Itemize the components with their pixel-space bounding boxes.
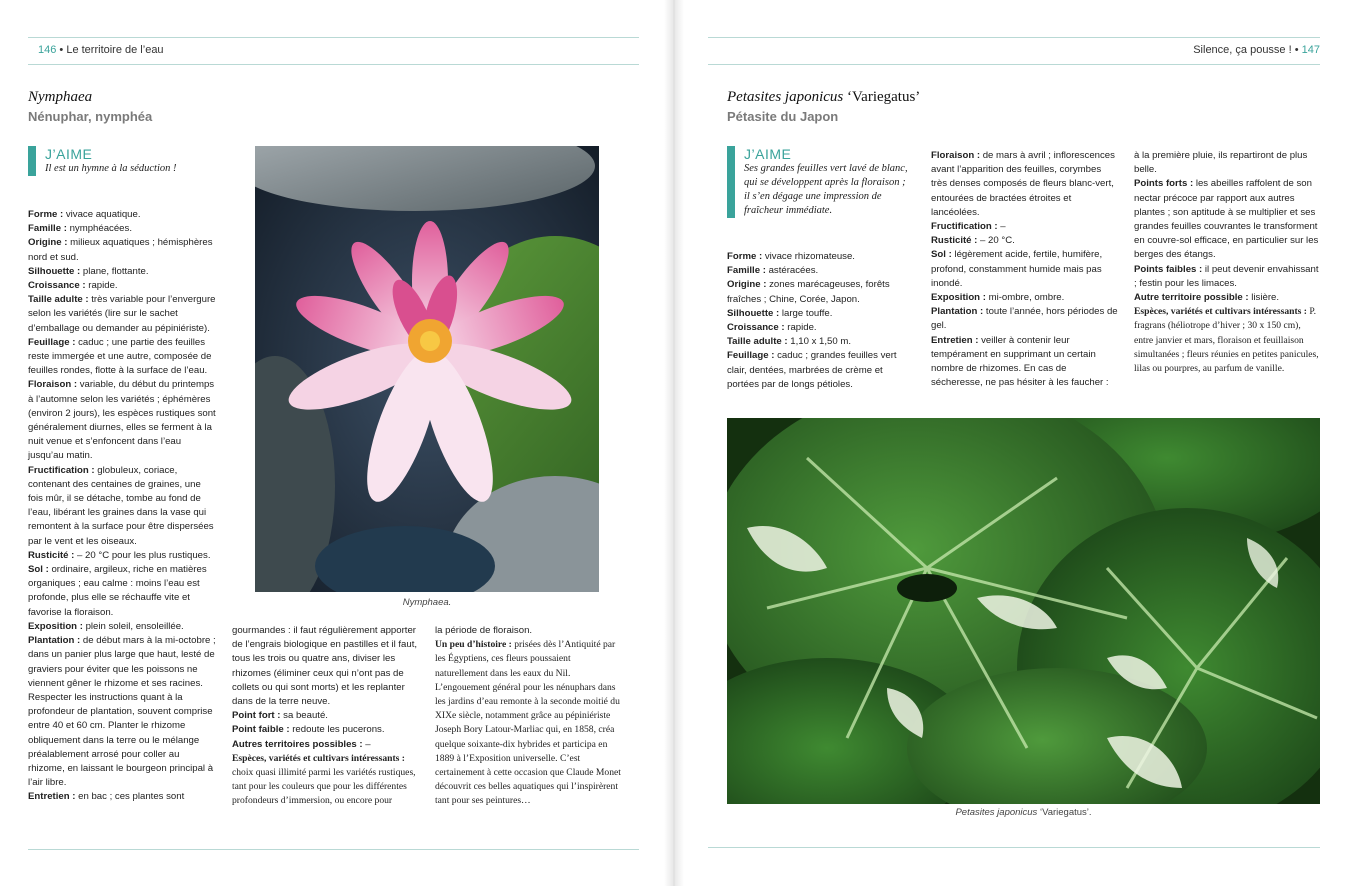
- spec-label: Croissance :: [28, 280, 86, 292]
- caption-cultivar: ‘Variegatus’.: [1037, 807, 1092, 818]
- spec-entry: [435, 638, 621, 808]
- spec-value: mi-ombre, ombre.: [985, 292, 1065, 304]
- text-column-2: [232, 624, 422, 809]
- spec-entry: [435, 624, 621, 638]
- spec-entry: [931, 234, 1119, 248]
- spec-entry: [232, 738, 422, 752]
- text-column-right-3: [1134, 149, 1322, 376]
- spec-label: Point fort :: [232, 710, 281, 722]
- spec-value: sa beauté.: [280, 710, 328, 722]
- spec-entry: [232, 723, 422, 737]
- spec-entry: [28, 222, 216, 236]
- text-column-1: [28, 208, 216, 805]
- cultivar-name: ‘Variegatus’: [843, 89, 921, 105]
- spec-value: plein soleil, ensoleillée.: [82, 620, 184, 632]
- spec-label: Point faible :: [232, 724, 290, 736]
- spec-label: Sol :: [28, 564, 49, 576]
- header-rule-bottom: [28, 64, 639, 65]
- text-column-3: [435, 624, 621, 809]
- footer-rule-left: [28, 849, 639, 850]
- running-title-left: • Le territoire de l’eau: [59, 44, 164, 56]
- spec-value: veiller à contenir leur tempérament en supprimant un certain nombre de rhizomes. En cas de sécheresse, ne pas hésiter à les faucher :: [931, 334, 1109, 389]
- jaime-title: J’AIME: [45, 146, 93, 162]
- spec-label: Origine :: [28, 237, 68, 249]
- spec-entry: [1134, 305, 1322, 376]
- spec-value: zones marécageuses, forêts fraîches ; Chine, Corée, Japon.: [727, 279, 890, 305]
- photo-caption-left: Nymphaea.: [402, 597, 452, 608]
- spec-label: Silhouette :: [28, 265, 81, 277]
- petasites-photo: [727, 418, 1320, 804]
- spec-value: lisière.: [1248, 292, 1280, 304]
- common-name-right: Pétasite du Japon: [727, 109, 839, 124]
- spec-value: large touffe.: [779, 307, 833, 319]
- spec-label: Entretien :: [931, 334, 979, 346]
- spec-value: caduc ; grandes feuilles vert clair, dentées, marbrées de crème et portées par de longs pétioles.: [727, 350, 897, 390]
- spec-value: rapide.: [85, 280, 118, 292]
- text-column-right-2: [931, 149, 1119, 390]
- spec-entry: [931, 220, 1119, 234]
- spec-entry: [727, 264, 912, 278]
- spec-entry: [1134, 263, 1322, 291]
- water-lily-image: [255, 146, 599, 592]
- spec-label: Entretien :: [28, 791, 76, 803]
- spec-label: Feuillage :: [727, 350, 775, 362]
- spec-value: plane, flottante.: [80, 265, 149, 277]
- caption-species: Petasites japonicus: [955, 807, 1038, 818]
- spec-entry: [28, 620, 216, 634]
- spec-value: la période de floraison.: [435, 625, 533, 636]
- spec-label: Rusticité :: [931, 235, 978, 247]
- spec-label: Taille adulte :: [727, 336, 788, 348]
- left-page: [0, 0, 672, 886]
- spec-label: Points faibles :: [1134, 263, 1203, 275]
- spec-label: Espèces, variétés et cultivars intéressants :: [1134, 306, 1308, 318]
- jaime-text: Il est un hymne à la séduction !: [45, 163, 177, 174]
- spec-label: Origine :: [727, 279, 767, 291]
- spec-value: à la première pluie, ils repartiront de plus belle.: [1134, 150, 1308, 176]
- spec-label: Rusticité :: [28, 549, 75, 561]
- spec-label: Famille :: [727, 265, 766, 277]
- spec-value: ordinaire, argileux, riche en matières organiques ; eau calme : moins l’eau est profonde, plus elle se réchauffe vite et favorise la floraison.: [28, 564, 207, 618]
- spec-label: Taille adulte :: [28, 294, 89, 306]
- spec-entry: [28, 634, 216, 790]
- spec-entry: [931, 248, 1119, 291]
- spec-value: –: [997, 221, 1006, 233]
- spec-value: en bac ; ces plantes sont: [75, 791, 185, 803]
- spec-value: choix quasi illimité parmi les variétés rustiques, tant pour les couleurs que pour les différentes profondeurs d’immersion, ou encore pour: [232, 767, 416, 807]
- spec-entry: [1134, 149, 1322, 177]
- spec-value: prisées dès l’Antiquité par les Égyptiens, ces fleurs poussaient naturellement dans les eaux du Nil. L’engouement général pour les nénuphars dans les jardins d’eau remonte à la seconde moitié du XIXe siècle, notamment grâce au pépiniériste Joseph Bory Latour-Marliac qui, en 1858, créa quelque soixante-dix hybrides et participa en 1889 à l’Exposition universelle. C’est certainement à cette occasion que Claude Monet découvrit ces belles aquatiques qui l’inspirèrent tant pour ses peintures…: [435, 639, 621, 807]
- right-page: [675, 0, 1347, 886]
- spec-value: 1,10 x 1,50 m.: [787, 336, 852, 348]
- scientific-name: Nymphaea: [28, 89, 93, 105]
- spec-entry: [28, 378, 216, 463]
- jaime-title-right: J’AIME: [744, 146, 792, 162]
- header-rule-top: [28, 37, 639, 38]
- spec-value: –: [362, 738, 371, 750]
- spec-label: Sol :: [931, 249, 952, 261]
- common-name: Nénuphar, nymphéa: [28, 109, 153, 124]
- spec-entry: [28, 236, 216, 264]
- spec-entry: [232, 752, 422, 809]
- folio-right: 147: [1301, 44, 1320, 56]
- spec-label: Plantation :: [931, 306, 984, 318]
- footer-rule-right: [708, 847, 1320, 848]
- spec-entry: [28, 563, 216, 620]
- spec-entry: [727, 349, 912, 392]
- running-head-right: [1193, 44, 1320, 56]
- spec-value: astéracées.: [765, 265, 819, 277]
- spec-entry: [727, 321, 912, 335]
- spec-value: globuleux, coriace, contenant des centaines de graines, une fois mûr, il se détache, tombe au fond de l’eau, libérant les graines dans la vase qui remontent à la surface pour être dispersées par le vent et les oiseaux.: [28, 464, 214, 547]
- spec-value: rapide.: [784, 322, 817, 334]
- petasites-leaves-image: [727, 418, 1320, 804]
- spec-entry: [232, 709, 422, 723]
- spec-label: Silhouette :: [727, 307, 780, 319]
- spec-label: Exposition :: [28, 620, 83, 632]
- spec-entry: [28, 265, 216, 279]
- running-title-right: Silence, ça pousse ! •: [1193, 44, 1299, 56]
- spec-entry: [28, 790, 216, 804]
- spec-entry: [727, 307, 912, 321]
- spec-entry: [931, 305, 1119, 333]
- spec-label: Croissance :: [727, 322, 785, 334]
- spec-value: milieux aquatiques ; hémisphères nord et sud.: [28, 237, 213, 263]
- spec-value: de début mars à la mi-octobre ; dans un panier plus large que haut, lesté de graviers pour éviter que les poissons ne viennent gêner le rhizome et ses racines. Respecter les instructions quant à la profondeur de plantation, souvent comprise entre 40 et 60 cm. Planter le rhizome obliquement dans la terre ou le mélange préalablement arrosé pour coller au rhizome, en laissant le bourgeon principal à l’air libre.: [28, 635, 216, 789]
- running-head-left: [38, 44, 164, 56]
- spec-label: Forme :: [28, 209, 64, 220]
- photo-caption-right: [727, 807, 1320, 818]
- spec-entry: [1134, 177, 1322, 262]
- spec-label: Fructification :: [931, 221, 998, 233]
- spec-entry: [28, 208, 216, 222]
- spec-entry: [28, 293, 216, 336]
- spec-label: Autre territoire possible :: [1134, 292, 1249, 304]
- spec-value: toute l’année, hors périodes de gel.: [931, 306, 1118, 332]
- spec-entry: [931, 149, 1119, 220]
- text-column-right-1: [727, 250, 912, 392]
- jaime-text-right: Ses grandes feuilles vert lavé de blanc, qui se développent après la floraison ; il s’en dégage une impression de fraîcheur immédiate.: [744, 163, 908, 216]
- header-rule-bottom-right: [708, 64, 1320, 65]
- spec-entry: [931, 291, 1119, 305]
- spec-value: les abeilles raffolent de son nectar précoce par rapport aux autres plantes ; son aptitude à se multiplier et ses grandes feuilles couvrantes le transforment en couvre-sol efficace, en particulier sur les berges des étangs.: [1134, 178, 1319, 261]
- spec-label: Floraison :: [931, 150, 981, 161]
- spec-label: Forme :: [727, 251, 763, 262]
- spec-entry: [232, 624, 422, 709]
- spec-value: redoute les pucerons.: [289, 724, 385, 736]
- nymphaea-photo: [255, 146, 599, 592]
- spec-value: il peut devenir envahissant ; festin pour les limaces.: [1134, 263, 1319, 289]
- spec-label: Plantation :: [28, 635, 81, 647]
- scientific-name-right: [727, 89, 920, 106]
- scientific-name-species: Petasites japonicus: [727, 89, 844, 105]
- spec-value: gourmandes : il faut régulièrement apporter de l’engrais biologique en pastilles et il faut, tous les trois ou quatre ans, diviser les rhizomes (éliminer ceux qui n’ont pas de collets ou qui sont morts) et les replanter dans de la terre neuve.: [232, 625, 418, 708]
- spec-entry: [1134, 291, 1322, 305]
- jaime-box: [28, 146, 228, 176]
- spec-value: caduc ; une partie des feuilles reste immergée et une autre, composée de feuilles rondes, flotte à la surface de l’eau.: [28, 336, 212, 377]
- spec-label: Points forts :: [1134, 178, 1194, 190]
- spec-value: variable, du début du printemps à l’automne selon les variétés ; éphémères (environ 2 jours), les espèces rustiques sont généralement diurnes, elles se ferment à la nuit venue et s’enfoncent dans l’eau jusqu’au matin.: [28, 379, 216, 462]
- spec-entry: [28, 279, 216, 293]
- header-rule-top-right: [708, 37, 1320, 38]
- spec-value: – 20 °C pour les plus rustiques.: [74, 549, 211, 561]
- spec-value: P. fragrans (héliotrope d’hiver ; 30 x 150 cm), entre janvier et mars, floraison et feuillaison simultanées ; fleurs réunies en petites panicules, lilas ou pourpres, au parfum de vanille.: [1134, 306, 1319, 375]
- spec-value: vivace aquatique.: [63, 209, 141, 220]
- spec-value: nymphéacées.: [66, 223, 132, 235]
- spec-entry: [28, 336, 216, 379]
- spec-label: Espèces, variétés et cultivars intéressants :: [232, 752, 406, 764]
- spec-value: de mars à avril ; inflorescences avant l’apparition des feuilles, corymbes très denses composés de fleurs blanc-vert, entourées de bractées étroites et lancéolées.: [931, 150, 1115, 218]
- spec-label: Famille :: [28, 223, 67, 235]
- spec-label: Feuillage :: [28, 336, 76, 348]
- spec-value: légèrement acide, fertile, humifère, profond, constamment humide mais pas inondé.: [931, 249, 1103, 289]
- spec-label: Exposition :: [931, 292, 986, 304]
- spec-label: Fructification :: [28, 464, 95, 476]
- spec-entry: [727, 250, 912, 264]
- jaime-box-right: [727, 146, 912, 218]
- spec-label: Floraison :: [28, 379, 78, 391]
- spec-entry: [727, 335, 912, 349]
- folio-left: 146: [38, 44, 57, 56]
- spec-label: Un peu d’histoire :: [435, 639, 512, 651]
- spec-label: Autres territoires possibles :: [232, 738, 363, 750]
- spec-value: – 20 °C.: [977, 235, 1015, 247]
- spec-entry: [28, 464, 216, 549]
- spec-entry: [727, 278, 912, 306]
- spec-entry: [931, 334, 1119, 391]
- spec-entry: [28, 549, 216, 563]
- spec-value: vivace rhizomateuse.: [762, 251, 855, 262]
- spec-value: très variable pour l’envergure selon les variétés (lire sur le sachet d’emballage ou demander au pépiniériste).: [28, 294, 216, 334]
